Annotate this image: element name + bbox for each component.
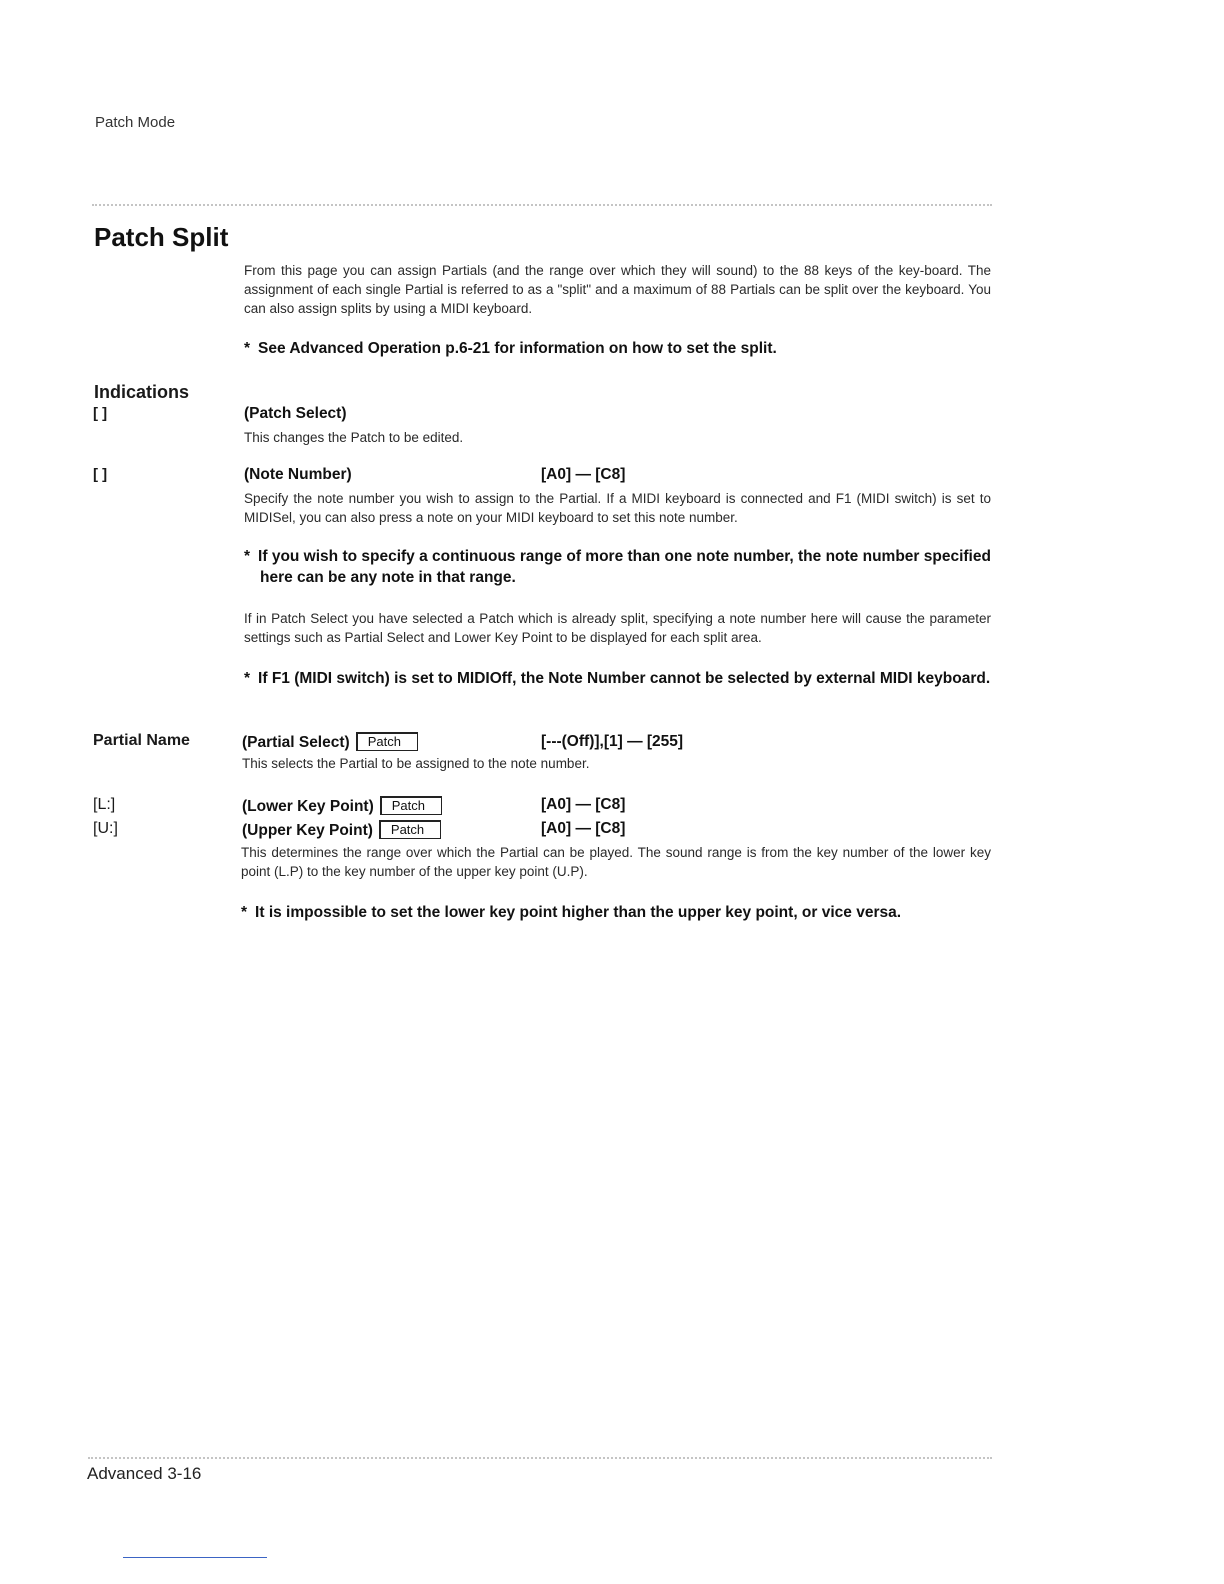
intro-paragraph: From this page you can assign Partials (and the range over which they will sound) to the 88 keys of the key-board. The assignment of each single Partial is referred to as a "split" and a maximum of 88 Partials can be split over the keyboard. You can also assign splits by using a MIDI keyboard.: [244, 263, 991, 316]
upper-key-label: [U:]: [93, 820, 118, 837]
intro-note-text: See Advanced Operation p.6-21 for information on how to set the split.: [258, 340, 777, 357]
note-marker: *: [244, 670, 251, 687]
running-header: Patch Mode: [95, 114, 176, 131]
note-marker: *: [244, 340, 251, 357]
patch-key-button: Patch: [379, 820, 441, 839]
note-number-label: [ ]: [93, 466, 108, 483]
lower-key-label: [L:]: [93, 796, 116, 813]
note-number-desc: Specify the note number you wish to assign to the Partial. If a MIDI keyboard is connected and F1 (MIDI switch) is set to MIDISel, you can also press a note on your MIDI keyboard to set this note number.: [244, 491, 991, 525]
footer-rule: [123, 1557, 267, 1558]
partial-select-desc: This selects the Partial to be assigned to the note number.: [242, 756, 590, 771]
intro-note: [244, 338, 991, 359]
lower-key-title: (Lower Key Point): [242, 798, 374, 815]
patch-select-label: [ ]: [93, 405, 108, 422]
top-divider: [92, 204, 992, 206]
note-marker: *: [244, 548, 251, 565]
key-point-note: [241, 902, 991, 923]
key-point-desc: This determines the range over which the Partial can be played. The sound range is from the key number of the lower key point (L.P) to the key number of the upper key point (U.P).: [241, 845, 991, 879]
patch-select-title: (Patch Select): [244, 405, 347, 422]
patch-key-button: Patch: [380, 796, 442, 815]
note-number-note-2: [244, 668, 1007, 689]
patch-key-button: Patch: [356, 732, 418, 751]
lower-key-range: [A0] — [C8]: [541, 796, 626, 813]
page-title: Patch Split: [94, 222, 229, 252]
note-marker: *: [241, 904, 248, 921]
page-footer: Advanced 3-16: [87, 1464, 202, 1483]
upper-key-title: (Upper Key Point): [242, 822, 373, 839]
note-number-title: (Note Number): [244, 466, 352, 483]
bottom-divider: [88, 1457, 992, 1459]
key-point-note-text: It is impossible to set the lower key point higher than the upper key point, or vice versa.: [255, 904, 902, 921]
note-number-note-1: [244, 546, 1007, 588]
note-number-paragraph-2: If in Patch Select you have selected a Patch which is already split, specifying a note number here will cause the parameter settings such as Partial Select and Lower Key Point to be displayed for each split area.: [244, 611, 991, 645]
upper-key-title-row: [242, 820, 441, 840]
patch-select-desc: This changes the Patch to be edited.: [244, 430, 464, 445]
partial-select-title: (Partial Select): [242, 734, 350, 751]
note-number-note-2-text: If F1 (MIDI switch) is set to MIDIOff, the Note Number cannot be selected by external MIDI keyboard.: [258, 670, 991, 687]
partial-select-range: [---(Off)],[1] — [255]: [541, 733, 684, 750]
upper-key-range: [A0] — [C8]: [541, 820, 626, 837]
note-number-note-1-text: If you wish to specify a continuous range of more than one note number, the note number specified here can be any note in that range.: [258, 548, 991, 586]
indications-heading: Indications: [94, 382, 190, 402]
lower-key-title-row: [242, 796, 442, 816]
partial-select-title-row: [242, 732, 418, 752]
partial-name-label: Partial Name: [93, 732, 190, 749]
note-number-range: [A0] — [C8]: [541, 466, 626, 483]
